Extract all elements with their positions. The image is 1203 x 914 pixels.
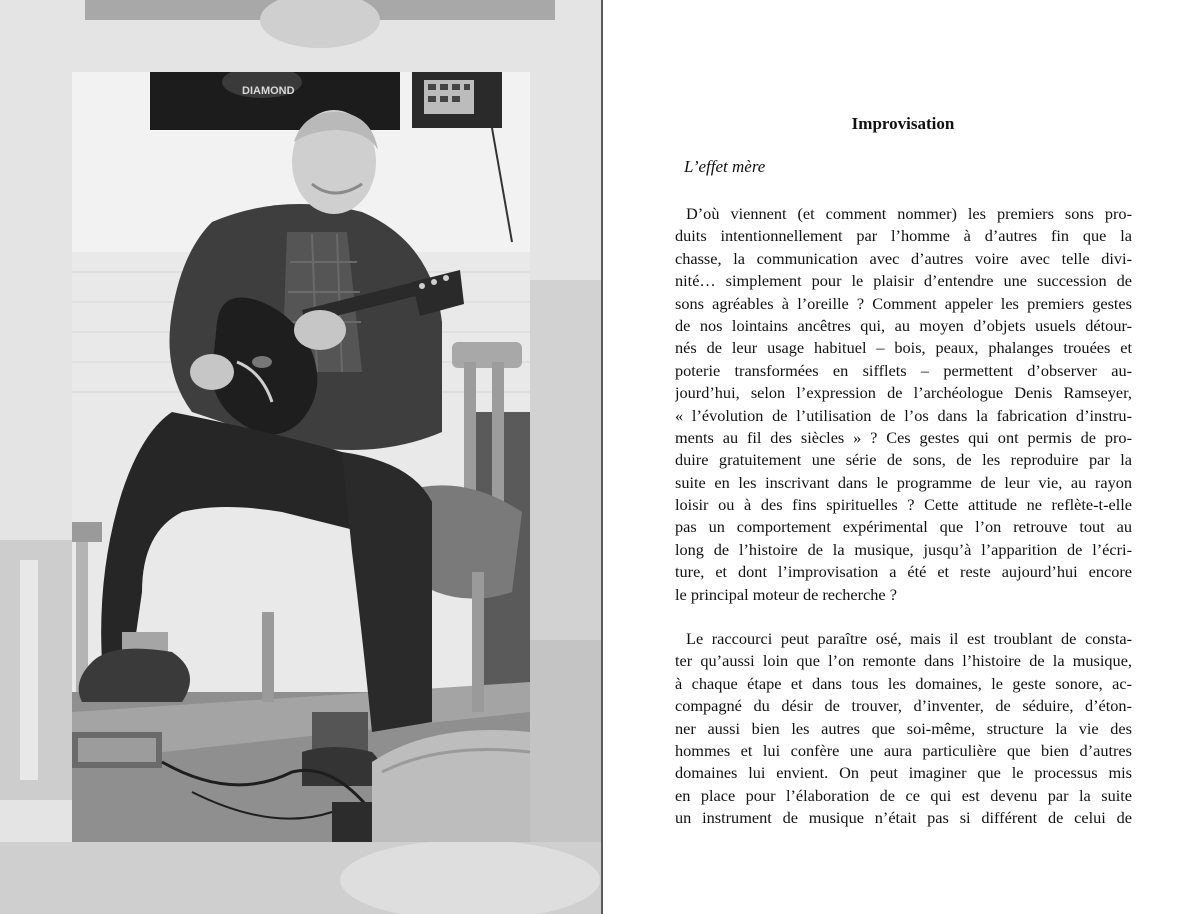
text-line: « l’évolution de l’utilisation de l’os dans la fabrication d’instru- [675,405,1132,425]
text-line: Le raccourci peut paraître osé, mais il est troublant de consta- [686,629,1132,648]
text-line: D’où viennent (et comment nommer) les premiers sons pro- [686,204,1132,223]
text-line: à chaque étape et dans tous les domaines, le geste sonore, ac- [675,673,1132,693]
paragraph-1 [675,203,1132,606]
text-line: de nos lointains ancêtres qui, au moyen d’objets usuels détour- [675,315,1132,335]
paragraph-2 [675,628,1132,830]
text-line: poterie transformées en sifflets – permettent d’observer au- [675,360,1132,380]
text-line: nés de leur usage habituel – bois, peaux, phalanges trouées et [675,338,1132,358]
section-subtitle: L’effet mère [684,157,766,176]
text-line: hommes et lui confère une aura particulière que bien d’autres [675,740,1132,760]
text-line: ture, et dont l’improvisation a été et reste aujourd’hui encore [675,562,1132,582]
text-line: compagné du désir de trouver, d’inventer, de séduire, d’éton- [675,696,1132,716]
text-line: sons agréables à l’oreille ? Comment appeler les premiers gestes [675,293,1132,313]
text-line: domaines lui envient. On peut imaginer que le processus mis [675,763,1132,783]
text-line: long de l’histoire de la musique, jusqu’à l’apparition de l’écri- [675,539,1132,559]
text-line: le principal moteur de recherche ? [675,584,897,604]
text-line: duire gratuitement une série de sons, de les reproduire par la [675,450,1132,470]
photo-image [72,72,530,842]
left-page [0,0,601,914]
right-page [603,0,1203,914]
text-line: ter qu’aussi loin que l’on remonte dans l’histoire de la musique, [675,651,1132,671]
text-line: jourd’hui, selon l’expression de l’archéologue Denis Ramseyer, [675,383,1132,403]
guitarist-photo [72,72,530,842]
text-line: suite en les inscrivant dans le programme de leur vie, au rayon [675,472,1132,492]
text-line: en place pour l’élaboration de ce qui est devenu par la suite [675,785,1132,805]
text-line: un instrument de musique n’était pas si différent de celui de [675,808,1132,828]
text-line: pas un comportement expérimental que l’on retrouve tout au [675,517,1132,537]
text-line: chasse, la communication avec d’autres voire avec telle divi- [675,248,1132,268]
text-line: nité… simplement pour le plaisir d’entendre une succession de [675,271,1132,291]
text-line: ments au fil des siècles » ? Ces gestes qui ont permis de pro- [675,427,1132,447]
diamond-sign-text: DIAMOND [242,85,295,97]
text-line: ner aussi bien les autres que soi-même, structure la vie des [675,718,1132,738]
chapter-title: Improvisation [851,114,955,133]
text-line: loisir ou à des fins spirituelles ? Cette attitude ne reflète-t-elle [675,495,1132,515]
text-line: duits intentionnellement par l’homme à d’autres fin que la [675,226,1132,246]
